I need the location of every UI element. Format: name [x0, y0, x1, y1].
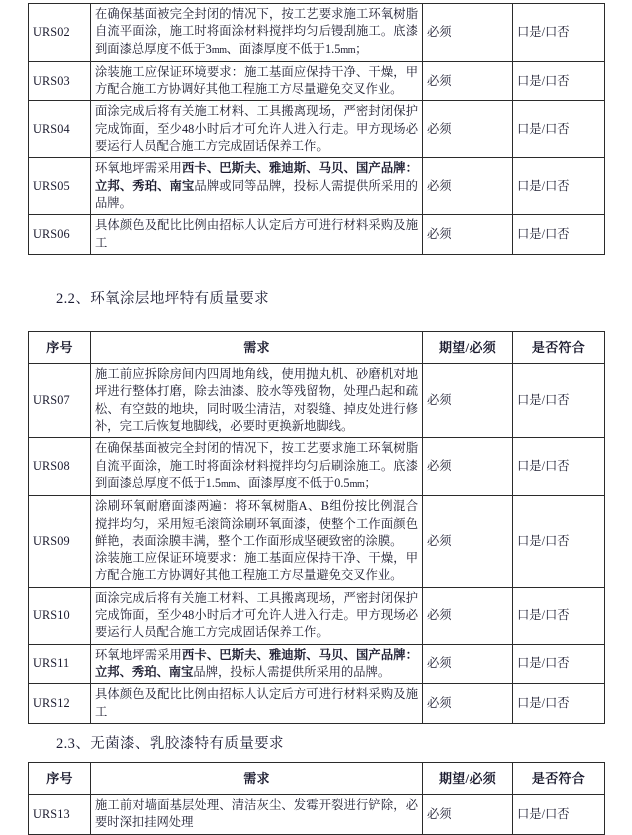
spacer [0, 255, 632, 289]
row-requirement: 面涂完成后将有关施工材料、工具搬离现场，严密封闭保护完成饰面，至少48小时后才可允许人进入行走。甲方现场必要运行人员配合施工方完成固话保养工作。 [91, 587, 423, 644]
req-text-pre: 环氧地坪需采用 [95, 161, 182, 176]
req-unit-mm: mm [349, 478, 365, 490]
requirements-table-2 [28, 331, 605, 724]
row-requirement [91, 644, 423, 684]
table-row [29, 438, 605, 496]
row-priority: 必须 [423, 364, 513, 438]
row-priority: 必须 [423, 438, 513, 496]
section-number: 2.2、 [56, 290, 91, 307]
row-requirement: 涂装施工应保证环境要求：施工基面应保持干净、干燥，甲方配合施工方协调好其他工程施工方尽量避免交叉作业。 [91, 61, 423, 101]
row-priority: 必须 [423, 4, 513, 62]
row-priority: 必须 [423, 644, 513, 684]
row-id: URS06 [29, 215, 91, 255]
row-priority: 必须 [423, 684, 513, 724]
spacer [0, 724, 632, 734]
row-priority: 必须 [423, 587, 513, 644]
row-requirement: 施工前应拆除房间内四周地角线，使用抛丸机、砂磨机对地坪进行整体打磨，除去油漆、胶水等残留物，处理凸起和疏松、有空鼓的地块，同时吸尘清洁，对裂缝、掉皮处进行修补，完工后恢复地脚线，必要时更换新地脚线。 [91, 364, 423, 438]
row-id: URS09 [29, 496, 91, 587]
row-id: URS05 [29, 158, 91, 215]
row-id: URS03 [29, 61, 91, 101]
row-requirement: 具体颜色及配比比例由招标人认定后方可进行材料采购及施工 [91, 215, 423, 255]
table-row [29, 684, 605, 724]
table-header-row [29, 762, 605, 794]
header-id: 序号 [29, 331, 91, 363]
header-id: 序号 [29, 762, 91, 794]
row-id: URS07 [29, 364, 91, 438]
row-priority: 必须 [423, 215, 513, 255]
requirements-table-3 [28, 762, 605, 835]
row-id: URS12 [29, 684, 91, 724]
row-compliance[interactable]: 口是/口否 [513, 4, 605, 62]
row-compliance[interactable]: 口是/口否 [513, 795, 605, 835]
row-id: URS13 [29, 795, 91, 835]
row-compliance[interactable]: 口是/口否 [513, 644, 605, 684]
requirements-table-1 [28, 3, 605, 255]
req-unit-mm: mm [211, 44, 227, 56]
row-compliance[interactable]: 口是/口否 [513, 364, 605, 438]
section-heading-2-2 [0, 289, 632, 309]
row-priority: 必须 [423, 61, 513, 101]
row-id: URS11 [29, 644, 91, 684]
req-text-line-1: 涂刷环氧耐磨面漆两遍：将环氧树脂A、B组份按比例混合搅拌均匀，采用短毛滚筒涂刷环氧面漆，使整个工作面颜色鲜艳，表面涂膜丰满，整个工作面形成坚硬致密的涂膜。 [95, 499, 418, 548]
header-priority: 期望/必须 [423, 762, 513, 794]
req-unit-mm: mm [340, 44, 356, 56]
row-compliance[interactable]: 口是/口否 [513, 684, 605, 724]
req-text-pre: 环氧地坪需采用 [95, 647, 182, 662]
row-compliance[interactable]: 口是/口否 [513, 101, 605, 158]
section-title: 环氧涂层地坪特有质量要求 [90, 290, 270, 307]
row-requirement [91, 158, 423, 215]
row-requirement: 具体颜色及配比比例由招标人认定后方可进行材料采购及施工 [91, 684, 423, 724]
row-priority: 必须 [423, 795, 513, 835]
req-text-line-2: 涂装施工应保证环境要求：施工基面应保持干净、干燥，甲方配合施工方协调好其他工程施工方尽量避免交叉作业。 [95, 551, 418, 583]
row-compliance[interactable]: 口是/口否 [513, 438, 605, 496]
req-text-pre: 在确保基面被完全封闭的情况下，按工艺要求施工环氧树脂自流平面涂，施工时将面涂材料搅拌均匀后镘刮施工。底漆到面漆总厚度不低于3 [95, 7, 418, 56]
req-text-post: ； [364, 475, 377, 490]
row-priority: 必须 [423, 158, 513, 215]
req-unit-mm: mm [221, 478, 236, 490]
row-id: URS04 [29, 101, 91, 158]
table-row [29, 215, 605, 255]
row-compliance[interactable]: 口是/口否 [513, 587, 605, 644]
header-priority: 期望/必须 [423, 331, 513, 363]
table-row [29, 364, 605, 438]
row-priority: 必须 [423, 496, 513, 587]
table-row [29, 644, 605, 684]
header-compliance: 是否符合 [513, 762, 605, 794]
table-row [29, 496, 605, 587]
row-requirement: 施工前对墙面基层处理、清洁灰尘、发霉开裂进行铲除，必要时深扣挂网处理 [91, 795, 423, 835]
req-text-mid: 、面漆厚度不低于0.5 [235, 475, 350, 490]
section-heading-2-3 [0, 734, 632, 754]
table-row [29, 795, 605, 835]
row-requirement [91, 496, 423, 587]
row-requirement [91, 4, 423, 62]
req-text-post: 品牌或同等品牌，投标人需提供所采用的品牌。 [95, 178, 418, 210]
header-requirement: 需求 [91, 762, 423, 794]
row-id: URS10 [29, 587, 91, 644]
req-text-brands: 西卡、巴斯夫、雅迪斯、马贝、国产品牌：立邦、秀珀、南宝 [95, 647, 418, 679]
table-row [29, 4, 605, 62]
section-number: 2.3、 [56, 735, 91, 752]
row-compliance[interactable]: 口是/口否 [513, 496, 605, 587]
req-text-post: 品牌，投标人需提供所采用的品牌。 [193, 664, 391, 679]
row-requirement [91, 438, 423, 496]
table-header-row [29, 331, 605, 363]
table-row [29, 158, 605, 215]
row-requirement: 面涂完成后将有关施工材料、工具搬离现场，严密封闭保护完成饰面，至少48小时后才可允许人进入行走。甲方现场必要运行人员配合施工方完成固话保养工作。 [91, 101, 423, 158]
row-compliance[interactable]: 口是/口否 [513, 215, 605, 255]
spacer [0, 309, 632, 331]
req-text-brands: 西卡、巴斯夫、雅迪斯、马贝、国产品牌：立邦、秀珀、南宝 [95, 161, 418, 193]
row-compliance[interactable]: 口是/口否 [513, 61, 605, 101]
row-id: URS02 [29, 4, 91, 62]
header-requirement: 需求 [91, 331, 423, 363]
row-compliance[interactable]: 口是/口否 [513, 158, 605, 215]
req-text-post: ； [355, 41, 368, 56]
req-text-mid: 、面漆厚度不低于1.5 [226, 41, 341, 56]
table-row [29, 101, 605, 158]
req-text-pre: 在确保基面被完全封闭的情况下，按工艺要求施工环氧树脂自流平面涂，施工时将面涂材料搅拌均匀后刷涂施工。底漆到面漆总厚度不低于1.5 [95, 441, 418, 490]
table-row [29, 61, 605, 101]
section-title: 无菌漆、乳胶漆特有质量要求 [90, 735, 284, 752]
header-compliance: 是否符合 [513, 331, 605, 363]
table-row [29, 587, 605, 644]
row-priority: 必须 [423, 101, 513, 158]
row-id: URS08 [29, 438, 91, 496]
